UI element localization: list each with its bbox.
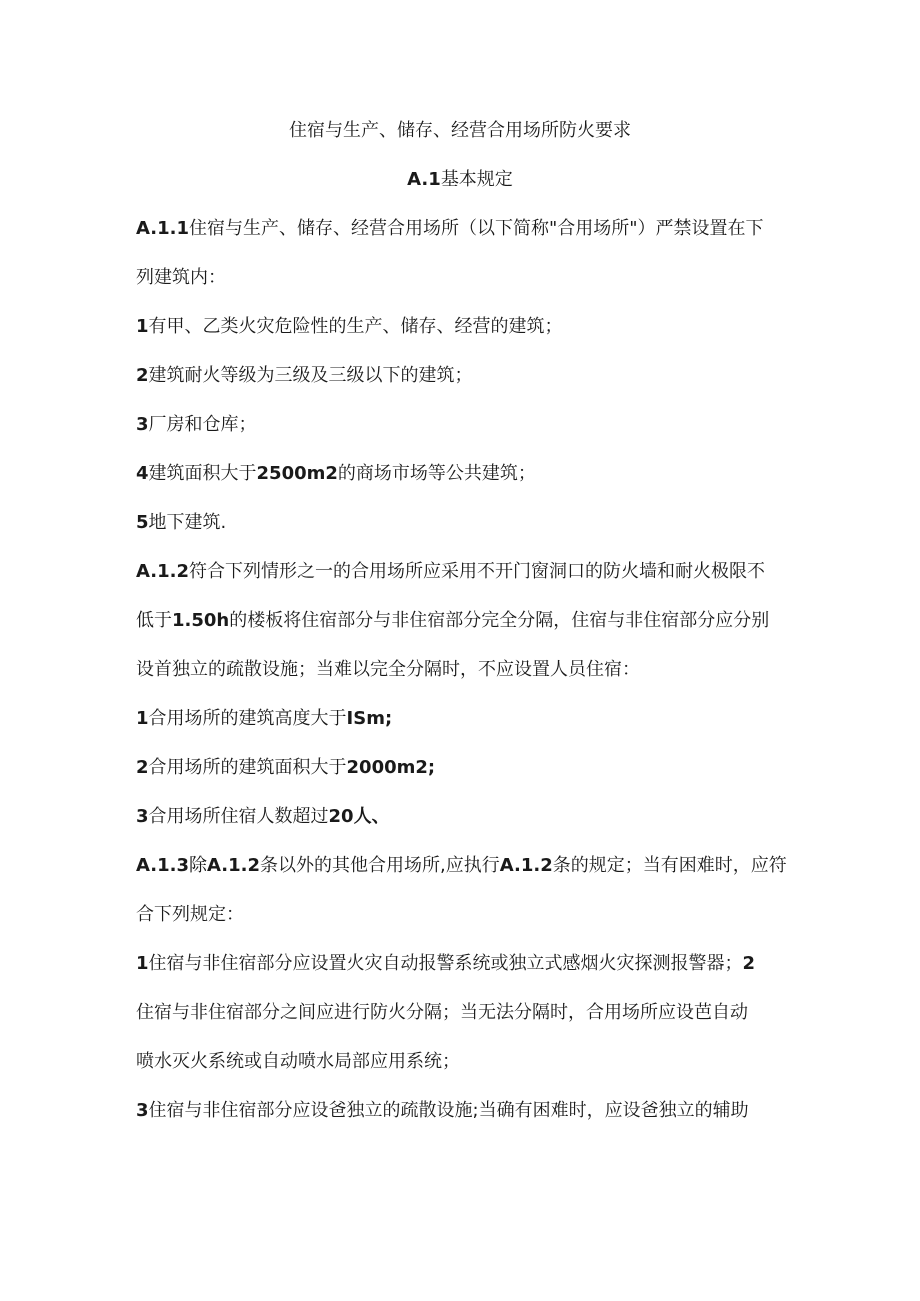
line-text: 建筑面积大于 bbox=[148, 463, 257, 484]
text-line bbox=[136, 951, 796, 977]
bold-value: A.1.2 bbox=[499, 855, 553, 876]
item-number: 5 bbox=[136, 512, 149, 533]
text-line bbox=[136, 755, 796, 781]
line-text: 除 bbox=[189, 855, 207, 876]
item-number: 3 bbox=[136, 1100, 149, 1121]
text-line bbox=[136, 853, 796, 879]
document-title: 住宿与生产、储存、经营合用场所防火要求 bbox=[289, 120, 631, 141]
text-line bbox=[136, 314, 796, 340]
line-text-cont: 的商场市场等公共建筑； bbox=[337, 463, 536, 484]
clause-number: A.1.3 bbox=[136, 855, 189, 876]
line-text: 合用场所的建筑高度大于 bbox=[148, 708, 347, 729]
line-text: 符合下列情形之一的合用场所应采用不开门窗洞口的防火墙和耐火极限不 bbox=[189, 561, 765, 582]
line-text: 住宿与非住宿部分应设爸独立的疏散设施;当确有困难时，应设爸独立的辅助 bbox=[148, 1100, 749, 1121]
text-line bbox=[136, 804, 796, 830]
section-title: 基本规定 bbox=[440, 169, 513, 190]
text-line bbox=[136, 902, 796, 928]
text-line bbox=[136, 1049, 796, 1075]
line-text: 喷水灭火系统或自动喷水局部应用系统； bbox=[136, 1051, 460, 1072]
text-line bbox=[136, 265, 796, 291]
line-text: 合用场所的建筑面积大于 bbox=[148, 757, 347, 778]
line-text: 列建筑内： bbox=[136, 267, 226, 288]
line-text: 合下列规定： bbox=[136, 904, 244, 925]
text-line bbox=[136, 657, 796, 683]
section-heading bbox=[0, 167, 920, 193]
section-number: A.1 bbox=[407, 169, 441, 190]
line-text-cont: 的楼板将住宿部分与非住宿部分完全分隔，住宿与非住宿部分应分别 bbox=[229, 610, 770, 631]
text-line bbox=[136, 363, 796, 389]
item-number: 1 bbox=[136, 708, 149, 729]
item-number: 2 bbox=[742, 953, 756, 974]
line-text: 低于 bbox=[136, 610, 172, 631]
clause-number: A.1.2 bbox=[136, 561, 189, 582]
line-text: 有甲、乙类火灾危险性的生产、储存、经营的建筑； bbox=[148, 316, 563, 337]
item-number: 3 bbox=[136, 414, 149, 435]
item-number: 1 bbox=[136, 953, 149, 974]
line-text-cont: 条的规定；当有困难时，应符 bbox=[552, 855, 787, 876]
text-line bbox=[136, 510, 796, 536]
bold-value: A.1.2 bbox=[207, 855, 260, 876]
text-line bbox=[136, 1000, 796, 1026]
text-line bbox=[136, 559, 796, 585]
text-line bbox=[136, 412, 796, 438]
item-number: 1 bbox=[136, 316, 149, 337]
line-text: 设首独立的疏散设施；当难以完全分隔时，不应设置人员住宿： bbox=[136, 659, 640, 680]
text-line bbox=[136, 608, 796, 634]
text-line bbox=[136, 1098, 796, 1124]
line-text: 地下建筑. bbox=[148, 512, 227, 533]
text-line bbox=[136, 706, 796, 732]
text-line bbox=[136, 461, 796, 487]
bold-value: 2500m2 bbox=[256, 463, 338, 484]
line-text: 住宿与生产、储存、经营合用场所（以下简称"合用场所"）严禁设置在下 bbox=[189, 218, 764, 239]
item-number: 4 bbox=[136, 463, 149, 484]
bold-value: 2000m2; bbox=[346, 757, 436, 778]
line-text: 合用场所住宿人数超过 bbox=[148, 806, 329, 827]
item-number: 2 bbox=[136, 365, 149, 386]
line-text: 建筑耐火等级为三级及三级以下的建筑； bbox=[148, 365, 473, 386]
item-number: 2 bbox=[136, 757, 149, 778]
item-number: 3 bbox=[136, 806, 149, 827]
line-text-cont: 条以外的其他合用场所,应执行 bbox=[260, 855, 500, 876]
bold-value: 20人、 bbox=[328, 806, 390, 827]
text-line bbox=[136, 216, 796, 242]
line-text: 住宿与非住宿部分应设置火灾自动报警系统或独立式感烟火灾探测报警器； bbox=[148, 953, 743, 974]
bold-value: ISm; bbox=[346, 708, 393, 729]
line-text: 厂房和仓库； bbox=[148, 414, 257, 435]
line-text: 住宿与非住宿部分之间应进行防火分隔；当无法分隔时，合用场所应设芭自动 bbox=[136, 1002, 748, 1023]
bold-value: 1.50h bbox=[172, 610, 230, 631]
clause-number: A.1.1 bbox=[136, 218, 189, 239]
